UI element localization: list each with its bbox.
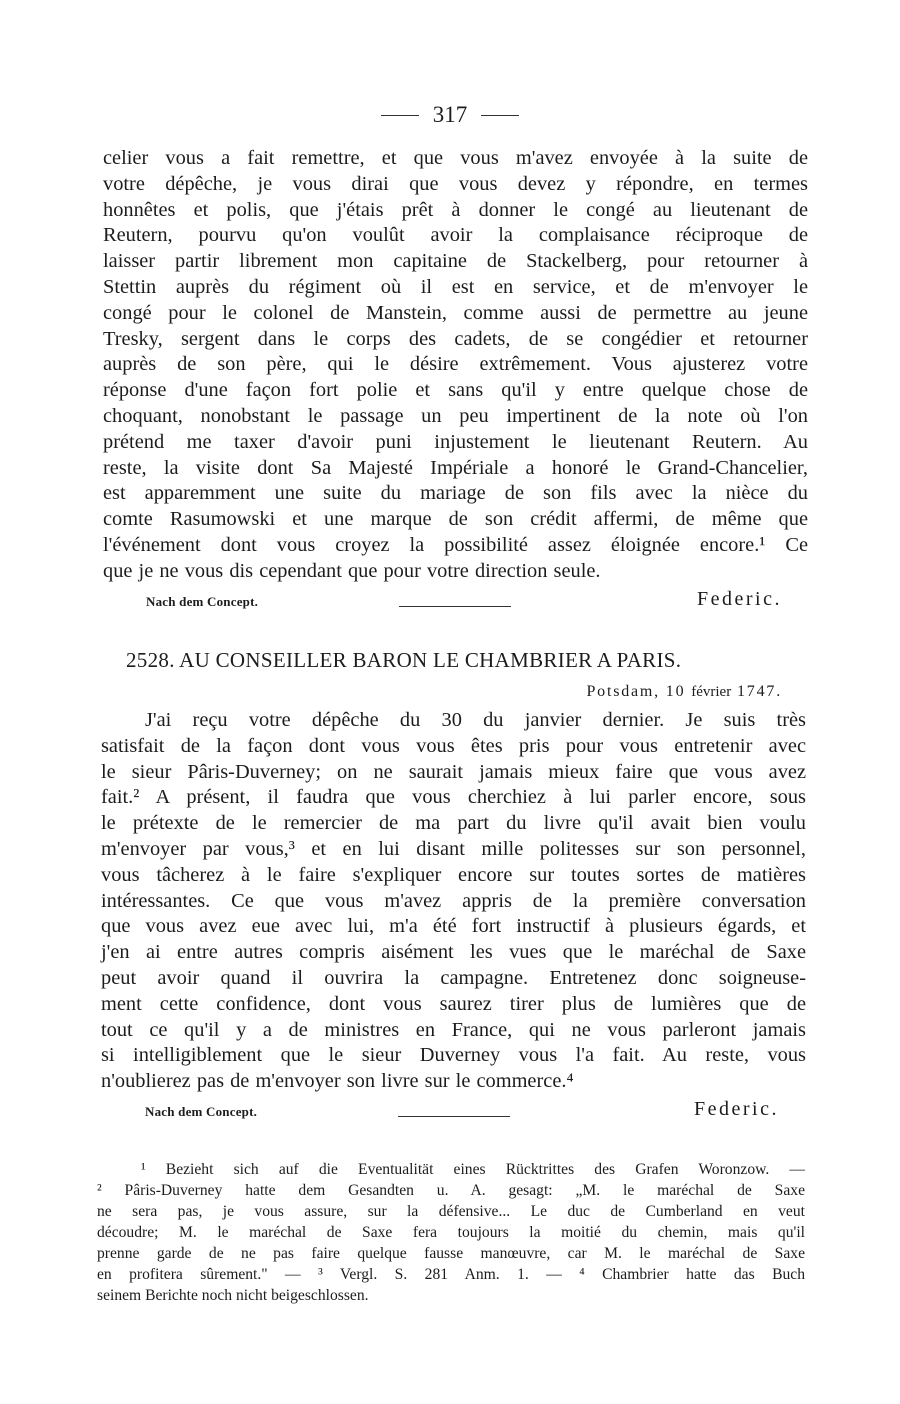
separator-rule xyxy=(399,606,511,607)
text-line: vous tâcherez à le faire s'expliquer encore sur toutes sortes de matières xyxy=(101,863,806,886)
footnote-line: seinem Berichte noch nicht beigeschlossen. xyxy=(97,1287,369,1304)
letter-body-2 xyxy=(101,708,806,1095)
date-place: Potsdam, xyxy=(586,683,660,700)
letter-heading: 2528. AU CONSEILLER BARON LE CHAMBRIER A PARIS. xyxy=(126,648,682,672)
text-line: auprès de son père, qui le désire extrêmement. Vous ajusterez votre xyxy=(103,353,808,376)
dateline xyxy=(586,683,782,701)
closing-row-2 xyxy=(145,1098,779,1122)
text-line: ment cette confidence, dont vous saurez tirer plus de lumières que de xyxy=(101,992,806,1015)
header-rule-right xyxy=(481,115,519,116)
footnotes xyxy=(97,1159,805,1306)
text-line: j'en ai entre autres compris aisément les vues que le maréchal de Saxe xyxy=(101,941,806,964)
letter-body-1 xyxy=(103,146,808,585)
text-line: comte Rasumowski et une marque de son crédit affermi, de même que xyxy=(103,508,808,531)
text-line: est apparemment une suite du mariage de son fils avec la nièce du xyxy=(103,482,808,505)
text-line: congé pour le colonel de Manstein, comme aussi de permettre au jeune xyxy=(103,301,808,324)
header-rule-left xyxy=(381,115,419,116)
text-line: le prétexte de le remercier de ma part du livre qu'il avait bien voulu xyxy=(101,812,806,835)
source-note: Nach dem Concept. xyxy=(145,1104,258,1119)
page-number: 317 xyxy=(432,102,468,127)
text-line: satisfait de la façon dont vous vous êtes pris pour vous entretenir avec xyxy=(101,734,806,757)
text-line: Stettin auprès du régiment où il est en service, et de m'envoyer le xyxy=(103,275,808,298)
text-line: choquant, nonobstant le passage un peu impertinent de la note où l'on xyxy=(103,404,808,427)
signature: Federic. xyxy=(697,588,782,610)
text-line: votre dépêche, je vous dirai que vous devez y répondre, en termes xyxy=(103,172,808,195)
date-month: février xyxy=(691,684,732,700)
footnote-line: ne sera pas, je vous assure, sur la défensive... Le duc de Cumberland en veut xyxy=(97,1203,805,1220)
text-line: que je ne vous dis cependant que pour votre direction seule. xyxy=(103,559,601,582)
text-line: Tresky, sergent dans le corps des cadets, de se congédier et retourner xyxy=(103,327,808,350)
signature: Federic. xyxy=(694,1098,779,1120)
page-header xyxy=(0,100,900,130)
text-line: celier vous a fait remettre, et que vous m'avez envoyée à la suite de xyxy=(103,147,808,169)
text-line: m'envoyer par vous,³ et en lui disant mille politesses sur son personnel, xyxy=(101,837,806,860)
footnote-line: découdre; M. le maréchal de Saxe fera toujours la moitié du chemin, mais qu'il xyxy=(97,1224,805,1241)
footnote-line: en profitera sûrement." — ³ Vergl. S. 281 Anm. 1. — ⁴ Chambrier hatte das Buch xyxy=(97,1266,805,1283)
text-line: le sieur Pâris-Duverney; on ne saurait jamais mieux faire que vous avez xyxy=(101,760,806,783)
text-line: peut avoir quand il ouvrira la campagne. Entretenez donc soigneuse- xyxy=(101,966,806,989)
text-line: reste, la visite dont Sa Majesté Impériale a honoré le Grand-Chancelier, xyxy=(103,456,808,479)
closing-row-1 xyxy=(146,588,782,612)
footnote-line: ² Pâris-Duverney hatte dem Gesandten u. A. gesagt: „M. le maréchal de Saxe xyxy=(97,1182,805,1199)
text-line: réponse d'une façon fort polie et sans qu'il y entre quelque chose de xyxy=(103,379,808,402)
footnote-line: ¹ Bezieht sich auf die Eventualität eines Rücktrittes des Grafen Woronzow. — xyxy=(141,1161,805,1178)
text-line: honnêtes et polis, que j'étais prêt à donner le congé au lieutenant de xyxy=(103,198,808,221)
date-day: 10 xyxy=(665,683,686,700)
text-line: que vous avez eue avec lui, m'a été fort instructif à plusieurs égards, et xyxy=(101,915,806,938)
text-line: laisser partir librement mon capitaine de Stackelberg, pour retourner à xyxy=(103,250,808,273)
footnote-line: prenne garde de ne pas faire quelque fausse manœuvre, car M. le maréchal de Saxe xyxy=(97,1245,805,1262)
text-line: si intelligiblement que le sieur Duverney vous l'a fait. Au reste, vous xyxy=(101,1044,806,1067)
text-line: prétend me taxer d'avoir puni injustement le lieutenant Reutern. Au xyxy=(103,430,808,453)
text-line: fait.² A présent, il faudra que vous cherchiez à lui parler encore, sous xyxy=(101,786,806,809)
text-line: tout ce qu'il y a de ministres en France, qui ne vous parleront jamais xyxy=(101,1018,806,1041)
text-line: l'événement dont vous croyez la possibilité assez éloignée encore.¹ Ce xyxy=(103,533,808,556)
separator-rule xyxy=(398,1116,510,1117)
text-line: J'ai reçu votre dépêche du 30 du janvier dernier. Je suis très xyxy=(145,709,806,731)
text-line: n'oublierez pas de m'envoyer son livre sur le commerce.⁴ xyxy=(101,1070,574,1093)
date-year: 1747. xyxy=(737,683,782,700)
text-line: Reutern, pourvu qu'on voulût avoir la complaisance réciproque de xyxy=(103,224,808,247)
source-note: Nach dem Concept. xyxy=(146,594,259,609)
text-line: intéressantes. Ce que vous m'avez appris de la première conversation xyxy=(101,889,806,912)
